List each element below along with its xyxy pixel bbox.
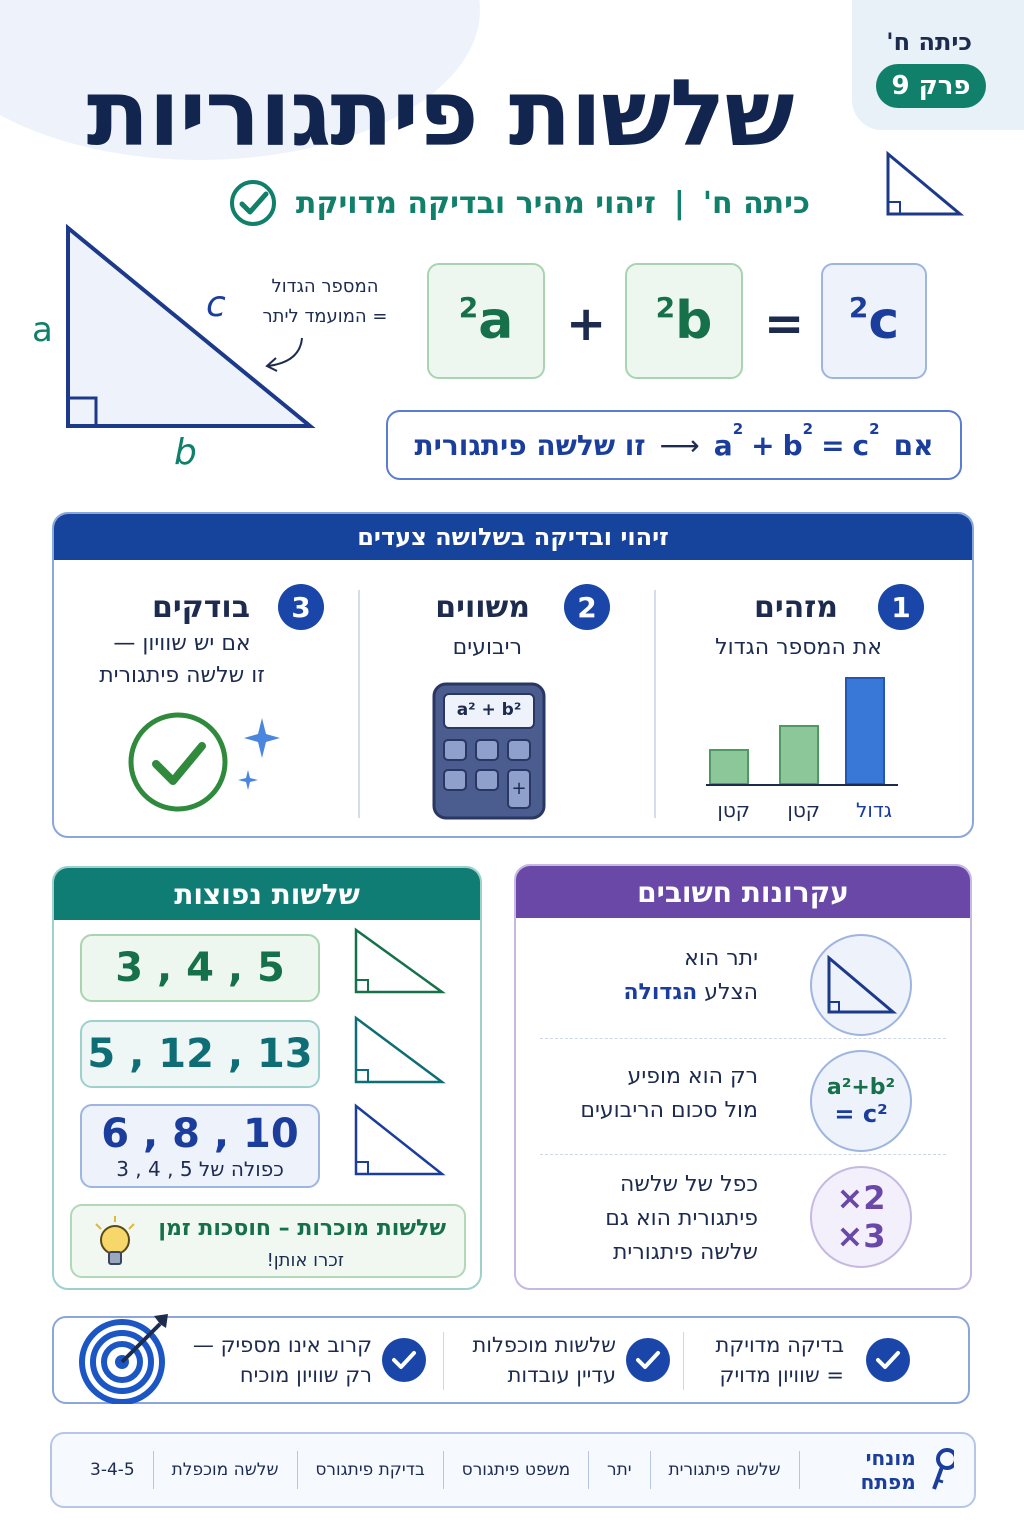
principle-2-circle xyxy=(810,1050,912,1152)
triangle-blue-icon xyxy=(352,1102,448,1180)
check-2-text xyxy=(472,1330,616,1390)
step-3-desc-line2: זו שלשה פיתגורית xyxy=(99,663,265,688)
term-divider xyxy=(443,1451,444,1489)
triple-3-4-5 xyxy=(80,934,320,1002)
side-c-label: c xyxy=(206,284,226,325)
bar-label-small-1: קטן xyxy=(787,798,820,822)
check-1-line2: = שוויון מדויק xyxy=(719,1363,844,1387)
triple-value: 3 , 4 , 5 xyxy=(115,945,285,991)
triangle-icon xyxy=(823,952,899,1018)
check-divider xyxy=(443,1332,444,1390)
hypotenuse-note xyxy=(250,272,400,332)
principle-3-line1: כפל של שלשה xyxy=(619,1172,758,1197)
subtitle-separator: | xyxy=(673,185,685,221)
side-b-label: b xyxy=(174,432,197,473)
term-item: משפט פיתגורס xyxy=(461,1460,571,1480)
times-three-label: ×3 xyxy=(836,1217,886,1255)
triangle-green-icon xyxy=(352,926,448,998)
c-squared-label: = c² xyxy=(834,1099,888,1128)
step-divider xyxy=(358,590,360,818)
step-1-number: 1 xyxy=(878,584,924,630)
check-icon xyxy=(382,1338,426,1382)
term-divider xyxy=(650,1451,651,1489)
grade-label: כיתה ח' xyxy=(886,28,972,56)
principle-1-circle xyxy=(810,934,912,1036)
check-icon xyxy=(866,1338,910,1382)
check-divider xyxy=(683,1332,684,1390)
calculator-plus-key: + xyxy=(511,778,527,799)
principle-1-text xyxy=(623,942,758,1010)
side-a-label: a xyxy=(32,310,53,350)
term-item: 3-4-5 xyxy=(90,1460,135,1480)
hypotenuse-note-line2: = המועמד ליתר xyxy=(262,306,388,327)
if-expression: $a^2$ + $b^2$ = $c^2$ xyxy=(713,420,880,462)
key-icon xyxy=(928,1447,954,1493)
calculator-display: a² + b² xyxy=(456,700,522,720)
chapter-badge: פרק 9 xyxy=(876,64,986,108)
principle-2-text xyxy=(580,1060,758,1128)
triple-value: 6 , 8 , 10 xyxy=(101,1111,299,1157)
key-terms-title: מונחי מפתח xyxy=(860,1446,916,1494)
triple-note: כפולה של 5 , 4 , 3 xyxy=(116,1157,284,1181)
steps-heading: זיהוי ובדיקה בשלושה צעדים xyxy=(54,514,972,560)
principle-2-line1: רק הוא מופיע xyxy=(627,1064,758,1089)
term-divider xyxy=(588,1451,589,1489)
principle-3-circle xyxy=(810,1166,912,1268)
steps-panel xyxy=(52,512,974,838)
principle-1-line1: יתר הוא xyxy=(684,946,758,971)
subtitle-grade: כיתה ח' xyxy=(702,185,810,221)
check-1-line1: בדיקה מדויקת xyxy=(715,1333,844,1357)
principle-3-text xyxy=(605,1168,758,1270)
times-two-label: ×2 xyxy=(836,1179,886,1217)
bar-compare-icon xyxy=(706,674,906,792)
check-3-line2: רק שוויון מוכיח xyxy=(239,1363,372,1387)
principle-divider xyxy=(540,1038,946,1039)
check-2-line1: שלשות מוכפלות xyxy=(472,1333,616,1357)
principle-2-line2: מול סכום הריבועים xyxy=(580,1098,758,1123)
common-triples-heading: שלשות נפוצות xyxy=(54,868,480,920)
step-divider xyxy=(654,590,656,818)
step-3-number: 3 xyxy=(278,584,324,630)
term-divider xyxy=(153,1451,154,1489)
formula-c-squared: c $^2$ xyxy=(821,263,927,379)
principles-heading: עקרונות חשובים xyxy=(516,866,970,918)
term-item: שלשה מוכפלת xyxy=(171,1460,279,1480)
principle-3-line2: פיתגורית הוא גם xyxy=(605,1206,758,1231)
principle-divider xyxy=(540,1154,946,1155)
bar-label-big: גדול xyxy=(856,798,892,822)
term-item: יתר xyxy=(607,1460,632,1480)
success-check-icon xyxy=(126,706,286,816)
hypotenuse-note-line1: המספר הגדול xyxy=(271,276,379,297)
check-3-text xyxy=(193,1330,372,1390)
if-statement-box xyxy=(386,410,962,480)
step-1-title: מזהים xyxy=(753,590,838,625)
arrow-right-icon: ⟶ xyxy=(659,428,700,462)
step-3-desc-line1: אם יש שוויון — xyxy=(113,631,251,656)
check-2-line2: עדיין עובדות xyxy=(507,1363,616,1387)
check-icon xyxy=(626,1338,670,1382)
sum-squares-label: a²+b² xyxy=(826,1074,896,1100)
triangle-teal-icon xyxy=(352,1014,448,1086)
principles-panel xyxy=(514,864,972,1290)
check-1-text xyxy=(716,1330,844,1390)
principle-1-line2: הצלע הגדולה xyxy=(623,980,758,1005)
lightbulb-icon xyxy=(88,1214,142,1272)
curved-arrow-icon xyxy=(262,334,312,374)
step-2-title: משווים xyxy=(435,590,530,625)
term-divider xyxy=(799,1451,800,1489)
step-3-title: בודקים xyxy=(151,590,250,625)
key-terms-strip xyxy=(50,1432,976,1508)
checks-strip xyxy=(52,1316,970,1404)
step-1-desc: את המספר הגדול xyxy=(715,635,882,660)
triple-value: 5 , 12 , 13 xyxy=(87,1031,313,1077)
if-result: זו שלשה פיתגורית xyxy=(414,428,646,462)
small-triangle-icon xyxy=(884,150,964,218)
step-2-number: 2 xyxy=(564,584,610,630)
principle-3-line3: שלשה פיתגורית xyxy=(612,1240,758,1265)
bar-label-small-2: קטן xyxy=(717,798,750,822)
triple-6-8-10 xyxy=(80,1104,320,1188)
check-3-line1: קרוב אינו מספיק — xyxy=(192,1333,372,1357)
triple-5-12-13 xyxy=(80,1020,320,1088)
tip-line1: שלשות מוכרות – חוסכות זמן xyxy=(158,1216,446,1241)
step-3-desc xyxy=(82,628,282,692)
tip-box xyxy=(70,1204,466,1278)
target-icon xyxy=(76,1308,176,1404)
term-item: שלשה פיתגורית xyxy=(668,1460,781,1480)
formula-b-squared: b $^2$ xyxy=(625,263,743,379)
formula-a-squared: a $^2$ xyxy=(427,263,545,379)
tip-line2: זכרו אותן! xyxy=(266,1250,344,1271)
step-2-desc: ריבועים xyxy=(452,635,522,660)
subtitle-text: זיהוי מהיר ובדיקה מדויקת xyxy=(295,185,656,221)
term-item: בדיקת פיתגורס xyxy=(315,1460,425,1480)
page-title: שלשות פיתגוריות xyxy=(86,60,794,167)
term-divider xyxy=(297,1451,298,1489)
formula-equals: = xyxy=(764,296,805,352)
if-word: אם xyxy=(893,428,934,462)
formula-plus: + xyxy=(566,296,607,352)
